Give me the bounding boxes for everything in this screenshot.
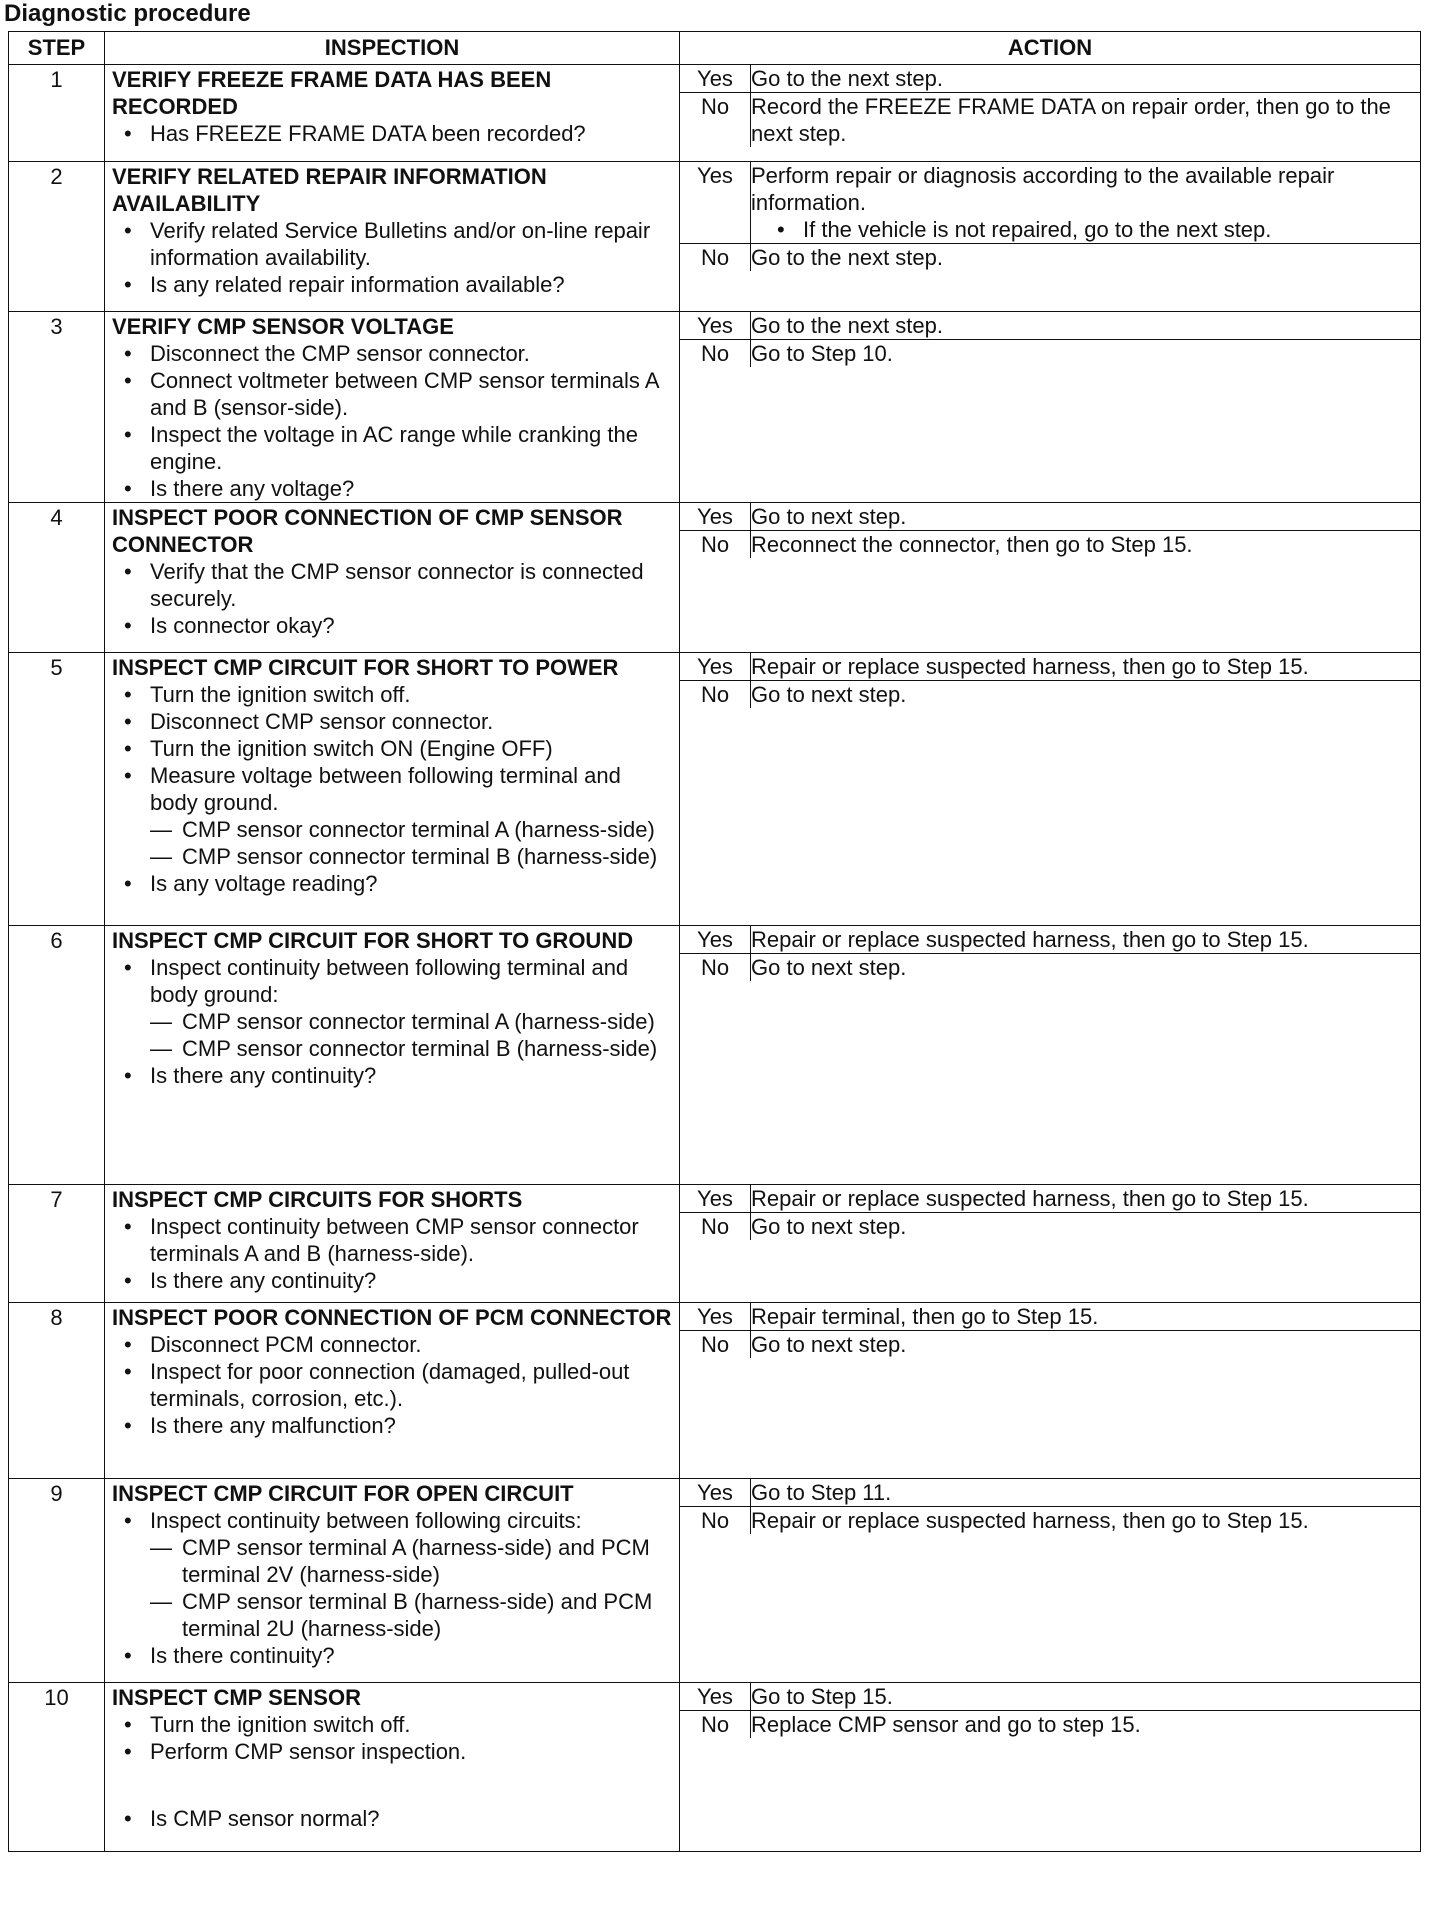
action-yes-cell bbox=[751, 162, 1421, 244]
inspection-item bbox=[150, 681, 673, 708]
inspection-subitem: — CMP sensor connector terminal B (harness-side) bbox=[182, 843, 673, 870]
table-row bbox=[9, 926, 1421, 1185]
inspection-item-text: Disconnect PCM connector. bbox=[150, 1332, 422, 1357]
step-number: 2 bbox=[9, 162, 105, 312]
inspection-item-text: Is any voltage reading? bbox=[150, 871, 378, 896]
result-yes-row bbox=[680, 162, 1420, 244]
result-no-row bbox=[680, 244, 1420, 272]
inspection-item bbox=[150, 735, 673, 762]
inspection-item bbox=[150, 475, 673, 502]
inspection-cell bbox=[105, 312, 680, 503]
action-no-cell bbox=[751, 954, 1421, 982]
inspection-item bbox=[150, 1507, 673, 1642]
header-step: STEP bbox=[9, 32, 105, 65]
inspection-item bbox=[150, 1331, 673, 1358]
inspection-item-text: Inspect continuity between following terminal and body ground: bbox=[150, 955, 629, 1007]
inspection-list bbox=[112, 1213, 673, 1294]
result-no-row bbox=[680, 1213, 1420, 1241]
inspection-item-text: Is there any voltage? bbox=[150, 476, 355, 501]
inspection-list bbox=[112, 558, 673, 639]
inspection-cell bbox=[105, 926, 680, 1185]
inspection-cell bbox=[105, 1683, 680, 1852]
result-yes-label: Yes bbox=[680, 926, 751, 954]
action-no-cell bbox=[751, 244, 1421, 272]
result-table bbox=[680, 926, 1420, 981]
step-number: 9 bbox=[9, 1479, 105, 1683]
result-table bbox=[680, 1185, 1420, 1240]
result-table bbox=[680, 1683, 1420, 1738]
action-no-cell bbox=[751, 93, 1421, 148]
result-no-label: No bbox=[680, 1711, 751, 1739]
result-yes-label: Yes bbox=[680, 312, 751, 340]
inspection-item-text: Turn the ignition switch off. bbox=[150, 1712, 411, 1737]
inspection-title: INSPECT CMP CIRCUIT FOR SHORT TO POWER bbox=[112, 655, 619, 680]
inspection-list bbox=[112, 1331, 673, 1439]
inspection-item-text: Is any related repair information available? bbox=[150, 272, 565, 297]
inspection-item-text: Inspect continuity between following circuits: bbox=[150, 1508, 582, 1533]
inspection-item-text: Is there any continuity? bbox=[150, 1063, 377, 1088]
result-cell bbox=[680, 653, 1421, 926]
result-table bbox=[680, 162, 1420, 271]
inspection-item bbox=[150, 612, 673, 639]
result-cell bbox=[680, 65, 1421, 162]
table-row bbox=[9, 312, 1421, 503]
inspection-cell bbox=[105, 1479, 680, 1683]
action-yes-text: Repair or replace suspected harness, then go to Step 15. bbox=[751, 1186, 1309, 1211]
action-yes-cell bbox=[751, 653, 1421, 681]
result-cell bbox=[680, 1303, 1421, 1479]
table-header-row bbox=[9, 32, 1421, 65]
inspection-title: INSPECT CMP CIRCUIT FOR OPEN CIRCUIT bbox=[112, 1481, 574, 1506]
inspection-subitem: — CMP sensor terminal A (harness-side) and PCM terminal 2V (harness-side) bbox=[182, 1534, 673, 1588]
action-no-text: Go to next step. bbox=[751, 955, 907, 980]
diagnostic-procedure-table bbox=[8, 31, 1421, 1852]
inspection-title: INSPECT CMP SENSOR bbox=[112, 1685, 361, 1710]
action-no-text: Replace CMP sensor and go to step 15. bbox=[751, 1712, 1141, 1737]
result-yes-row bbox=[680, 1479, 1420, 1507]
inspection-item bbox=[150, 120, 673, 147]
action-yes-text: Go to next step. bbox=[751, 504, 907, 529]
action-yes-cell bbox=[751, 65, 1421, 93]
inspection-list bbox=[112, 120, 673, 147]
inspection-list bbox=[112, 217, 673, 298]
result-no-row bbox=[680, 1331, 1420, 1359]
action-yes-text: Go to the next step. bbox=[751, 313, 944, 338]
action-yes-text: Go to Step 11. bbox=[751, 1480, 892, 1505]
action-no-text: Reconnect the connector, then go to Step 15. bbox=[751, 532, 1193, 557]
result-no-label: No bbox=[680, 1213, 751, 1241]
inspection-item bbox=[150, 1711, 673, 1738]
inspection-cell bbox=[105, 1185, 680, 1303]
result-cell bbox=[680, 312, 1421, 503]
result-yes-row bbox=[680, 65, 1420, 93]
action-yes-text: Perform repair or diagnosis according to the available repair information. bbox=[751, 163, 1335, 215]
result-yes-label: Yes bbox=[680, 1479, 751, 1507]
action-no-cell bbox=[751, 1331, 1421, 1359]
inspection-cell bbox=[105, 503, 680, 653]
step-number: 7 bbox=[9, 1185, 105, 1303]
inspection-item-text: Measure voltage between following terminal and body ground. bbox=[150, 763, 621, 815]
inspection-title: VERIFY FREEZE FRAME DATA HAS BEEN RECORDED bbox=[112, 67, 552, 119]
result-yes-row bbox=[680, 1683, 1420, 1711]
inspection-item-text: Is connector okay? bbox=[150, 613, 335, 638]
inspection-sublist bbox=[150, 1008, 673, 1062]
inspection-item bbox=[150, 1642, 673, 1669]
table-row bbox=[9, 1185, 1421, 1303]
result-no-label: No bbox=[680, 531, 751, 559]
inspection-title: INSPECT POOR CONNECTION OF PCM CONNECTOR bbox=[112, 1305, 672, 1330]
table-row bbox=[9, 1303, 1421, 1479]
header-inspection: INSPECTION bbox=[105, 32, 680, 65]
action-no-text: Go to next step. bbox=[751, 1332, 907, 1357]
result-no-label: No bbox=[680, 340, 751, 368]
result-no-row bbox=[680, 93, 1420, 148]
inspection-sublist bbox=[150, 816, 673, 870]
action-no-cell bbox=[751, 1507, 1421, 1535]
action-yes-text: Go to the next step. bbox=[751, 66, 944, 91]
action-no-cell bbox=[751, 340, 1421, 368]
inspection-item-text: Connect voltmeter between CMP sensor terminals A and B (sensor-side). bbox=[150, 368, 659, 420]
result-table bbox=[680, 1479, 1420, 1534]
inspection-sublist bbox=[150, 1534, 673, 1642]
result-no-row bbox=[680, 340, 1420, 368]
step-number: 5 bbox=[9, 653, 105, 926]
inspection-list bbox=[112, 340, 673, 502]
inspection-item-text: Is there any malfunction? bbox=[150, 1413, 396, 1438]
inspection-item-text: Verify related Service Bulletins and/or on-line repair information availability. bbox=[150, 218, 651, 270]
table-row bbox=[9, 1479, 1421, 1683]
table-body bbox=[9, 65, 1421, 1852]
inspection-item bbox=[150, 1358, 673, 1412]
inspection-item-text: Verify that the CMP sensor connector is connected securely. bbox=[150, 559, 644, 611]
result-table bbox=[680, 312, 1420, 367]
page-title: Diagnostic procedure bbox=[4, 0, 251, 27]
inspection-item-text: Turn the ignition switch off. bbox=[150, 682, 411, 707]
step-number: 10 bbox=[9, 1683, 105, 1852]
inspection-item bbox=[150, 421, 673, 475]
action-yes-cell bbox=[751, 1479, 1421, 1507]
action-yes-cell bbox=[751, 312, 1421, 340]
inspection-item-text: Perform CMP sensor inspection. bbox=[150, 1739, 467, 1764]
result-no-row bbox=[680, 1711, 1420, 1739]
result-cell bbox=[680, 1479, 1421, 1683]
result-yes-row bbox=[680, 312, 1420, 340]
inspection-item bbox=[150, 1267, 673, 1294]
result-yes-row bbox=[680, 653, 1420, 681]
result-cell bbox=[680, 1185, 1421, 1303]
inspection-item bbox=[150, 708, 673, 735]
action-yes-text: Repair or replace suspected harness, then go to Step 15. bbox=[751, 654, 1309, 679]
action-no-cell bbox=[751, 1711, 1421, 1739]
inspection-item bbox=[150, 762, 673, 870]
action-no-cell bbox=[751, 531, 1421, 559]
result-yes-label: Yes bbox=[680, 65, 751, 93]
table-row bbox=[9, 503, 1421, 653]
inspection-list bbox=[112, 1711, 673, 1832]
action-no-text: Go to next step. bbox=[751, 1214, 907, 1239]
inspection-item bbox=[150, 870, 673, 897]
inspection-title: INSPECT POOR CONNECTION OF CMP SENSOR CONNECTOR bbox=[112, 505, 623, 557]
inspection-cell bbox=[105, 162, 680, 312]
result-table bbox=[680, 653, 1420, 708]
table-row bbox=[9, 653, 1421, 926]
inspection-item-text: Is there continuity? bbox=[150, 1643, 335, 1668]
action-yes-cell bbox=[751, 1185, 1421, 1213]
action-yes-cell bbox=[751, 926, 1421, 954]
step-number: 4 bbox=[9, 503, 105, 653]
action-no-text: Go to next step. bbox=[751, 682, 907, 707]
result-no-row bbox=[680, 1507, 1420, 1535]
step-number: 1 bbox=[9, 65, 105, 162]
inspection-item bbox=[150, 1062, 673, 1089]
result-no-label: No bbox=[680, 681, 751, 709]
inspection-cell bbox=[105, 1303, 680, 1479]
inspection-item bbox=[150, 271, 673, 298]
action-bullet-list bbox=[751, 216, 1420, 243]
result-no-row bbox=[680, 531, 1420, 559]
result-yes-label: Yes bbox=[680, 653, 751, 681]
action-yes-text: Repair terminal, then go to Step 15. bbox=[751, 1304, 1099, 1329]
inspection-item-text: Disconnect the CMP sensor connector. bbox=[150, 341, 530, 366]
result-table bbox=[680, 503, 1420, 558]
inspection-cell bbox=[105, 65, 680, 162]
result-cell bbox=[680, 926, 1421, 1185]
step-number: 6 bbox=[9, 926, 105, 1185]
result-cell bbox=[680, 1683, 1421, 1852]
result-yes-row bbox=[680, 1303, 1420, 1331]
inspection-item-text: Is there any continuity? bbox=[150, 1268, 377, 1293]
inspection-item bbox=[150, 1805, 673, 1832]
header-action: ACTION bbox=[680, 32, 1421, 65]
result-yes-label: Yes bbox=[680, 162, 751, 244]
inspection-item bbox=[150, 340, 673, 367]
inspection-item-text: Inspect continuity between CMP sensor connector terminals A and B (harness-side). bbox=[150, 1214, 639, 1266]
result-cell bbox=[680, 503, 1421, 653]
inspection-title: INSPECT CMP CIRCUIT FOR SHORT TO GROUND bbox=[112, 928, 634, 953]
inspection-subitem: — CMP sensor connector terminal B (harness-side) bbox=[182, 1035, 673, 1062]
result-table bbox=[680, 1303, 1420, 1358]
inspection-title: INSPECT CMP CIRCUITS FOR SHORTS bbox=[112, 1187, 523, 1212]
inspection-item bbox=[150, 367, 673, 421]
step-number: 8 bbox=[9, 1303, 105, 1479]
action-yes-cell bbox=[751, 1683, 1421, 1711]
action-no-text: Go to the next step. bbox=[751, 245, 944, 270]
inspection-item bbox=[150, 954, 673, 1062]
inspection-item bbox=[150, 217, 673, 271]
action-bullet: • If the vehicle is not repaired, go to the next step. bbox=[803, 216, 1420, 243]
inspection-list bbox=[112, 954, 673, 1089]
inspection-item-text: Inspect for poor connection (damaged, pulled-out terminals, corrosion, etc.). bbox=[150, 1359, 630, 1411]
result-no-label: No bbox=[680, 954, 751, 982]
result-yes-label: Yes bbox=[680, 1683, 751, 1711]
inspection-item-text: Turn the ignition switch ON (Engine OFF) bbox=[150, 736, 553, 761]
action-yes-cell bbox=[751, 503, 1421, 531]
inspection-list bbox=[112, 1507, 673, 1669]
inspection-cell bbox=[105, 653, 680, 926]
table-row bbox=[9, 1683, 1421, 1852]
result-yes-row bbox=[680, 503, 1420, 531]
result-yes-row bbox=[680, 926, 1420, 954]
result-yes-label: Yes bbox=[680, 1303, 751, 1331]
action-yes-text: Repair or replace suspected harness, then go to Step 15. bbox=[751, 927, 1309, 952]
result-cell bbox=[680, 162, 1421, 312]
action-no-text: Record the FREEZE FRAME DATA on repair order, then go to the next step. bbox=[751, 94, 1391, 146]
inspection-item-text: Disconnect CMP sensor connector. bbox=[150, 709, 494, 734]
result-no-label: No bbox=[680, 244, 751, 272]
inspection-subitem: — CMP sensor connector terminal A (harness-side) bbox=[182, 816, 673, 843]
action-no-cell bbox=[751, 681, 1421, 709]
inspection-item-text: Is CMP sensor normal? bbox=[150, 1806, 380, 1831]
inspection-item-text: Inspect the voltage in AC range while cranking the engine. bbox=[150, 422, 638, 474]
result-no-row bbox=[680, 681, 1420, 709]
inspection-item bbox=[150, 558, 673, 612]
inspection-subitem: — CMP sensor connector terminal A (harness-side) bbox=[182, 1008, 673, 1035]
result-no-label: No bbox=[680, 93, 751, 148]
table-row bbox=[9, 65, 1421, 162]
result-no-row bbox=[680, 954, 1420, 982]
inspection-subitem: — CMP sensor terminal B (harness-side) and PCM terminal 2U (harness-side) bbox=[182, 1588, 673, 1642]
result-yes-label: Yes bbox=[680, 1185, 751, 1213]
action-no-cell bbox=[751, 1213, 1421, 1241]
inspection-item bbox=[150, 1412, 673, 1439]
action-yes-cell bbox=[751, 1303, 1421, 1331]
result-no-label: No bbox=[680, 1331, 751, 1359]
inspection-title: VERIFY RELATED REPAIR INFORMATION AVAILABILITY bbox=[112, 164, 547, 216]
result-table bbox=[680, 65, 1420, 147]
action-yes-text: Go to Step 15. bbox=[751, 1684, 893, 1709]
result-yes-label: Yes bbox=[680, 503, 751, 531]
action-no-text: Repair or replace suspected harness, then go to Step 15. bbox=[751, 1508, 1309, 1533]
inspection-title: VERIFY CMP SENSOR VOLTAGE bbox=[112, 314, 454, 339]
inspection-item bbox=[150, 1738, 673, 1765]
inspection-list bbox=[112, 681, 673, 897]
step-number: 3 bbox=[9, 312, 105, 503]
action-no-text: Go to Step 10. bbox=[751, 341, 893, 366]
result-no-label: No bbox=[680, 1507, 751, 1535]
inspection-item-text: Has FREEZE FRAME DATA been recorded? bbox=[150, 121, 586, 146]
inspection-item bbox=[150, 1213, 673, 1267]
table-row bbox=[9, 162, 1421, 312]
result-yes-row bbox=[680, 1185, 1420, 1213]
